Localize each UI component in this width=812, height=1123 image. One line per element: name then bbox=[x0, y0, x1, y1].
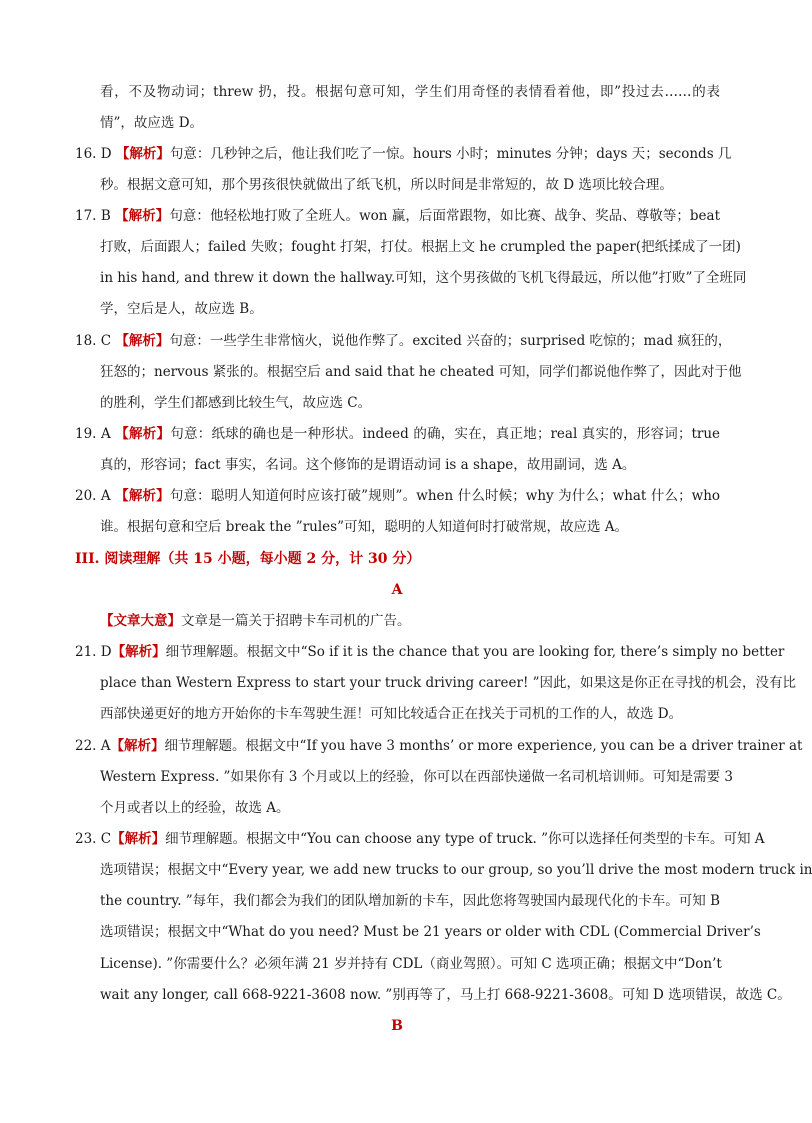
q19-text-1: 句意：纸球的确也是一种形状。indeed 的确，实在，真正地；real 真实的，形容词；true bbox=[170, 426, 721, 442]
q22-line-3: 个月或者以上的经验，故选 A。 bbox=[100, 800, 290, 816]
q21-line-2: place than Western Express to start your truck driving career! ”因此，如果这是你正在寻找的机会，没有比 bbox=[100, 675, 797, 691]
q17-number: 17. B bbox=[75, 208, 111, 224]
q16-line-2: 秒。根据文意可知，那个男孩很快就做出了纸飞机，所以时间是非常短的，故 D 选项比较合理。 bbox=[100, 177, 673, 193]
q18-line-3: 的胜利，学生们都感到比较生气，故应选 C。 bbox=[100, 395, 372, 411]
section-heading: III. 阅读理解（共 15 小题，每小题 2 分，计 30 分） bbox=[75, 551, 421, 567]
q17-line-1 bbox=[75, 206, 720, 226]
q16-line-1 bbox=[75, 144, 732, 164]
q22-text-1: 细节理解题。根据文中“If you have 3 months’ or more experience, you can be a driver trainer at bbox=[164, 738, 803, 754]
q19-line-2: 真的，形容词；fact 事实，名词。这个修饰的是谓语动词 is a shape，故用副词，选 A。 bbox=[100, 457, 636, 473]
q19-line-1 bbox=[75, 424, 720, 444]
summary-text: 文章是一篇关于招聘卡车司机的广告。 bbox=[181, 613, 411, 629]
q20-analysis-tag: 【解析】 bbox=[115, 488, 170, 504]
q20-text-1: 句意：聪明人知道何时应该打破”规则”。when 什么时候；why 为什么；what 什么；who bbox=[169, 488, 721, 504]
q19-number: 19. A bbox=[75, 426, 111, 442]
q17-line-4: 学，空后是人，故应选 B。 bbox=[100, 301, 263, 317]
q20-line-2: 谁。根据句意和空后 break the ”rules”可知，聪明的人知道何时打破常规，故应选 A。 bbox=[100, 519, 629, 535]
q16-text-1: 句意：几秒钟之后，他让我们吃了一惊。hours 小时；minutes 分钟；days 天；seconds 几 bbox=[169, 146, 732, 162]
q22-analysis-tag: 【解析】 bbox=[110, 738, 165, 754]
q23-line-1 bbox=[75, 829, 765, 849]
q23-line-5: License). ”你需要什么？必须年满 21 岁并持有 CDL（商业驾照）。可知 C 选项正确；根据文中“Don’t bbox=[100, 956, 722, 972]
q18-number: 18. C bbox=[75, 333, 112, 349]
q21-text-1: 细节理解题。根据文中“So if it is the chance that you are looking for, there’s simply no better bbox=[165, 644, 785, 660]
q18-analysis-tag: 【解析】 bbox=[115, 333, 170, 349]
q18-line-1 bbox=[75, 331, 732, 351]
q19-analysis-tag: 【解析】 bbox=[115, 426, 171, 442]
q17-text-1: 句意：他轻松地打败了全班人。won 赢，后面常跟物，如比赛、战争、奖品、尊敬等；beat bbox=[169, 208, 721, 224]
q20-number: 20. A bbox=[75, 488, 111, 504]
q16-analysis-tag: 【解析】 bbox=[115, 146, 170, 162]
q23-line-6: wait any longer, call 668-9221-3608 now. ”别再等了，马上打 668-9221-3608。可知 D 选项错误，故选 C。 bbox=[100, 987, 791, 1003]
q23-analysis-tag: 【解析】 bbox=[111, 831, 166, 847]
q22-number: 22. A bbox=[75, 738, 111, 754]
q16-number: 16. D bbox=[75, 146, 112, 162]
q15-line-2: 情”，故应选 D。 bbox=[100, 115, 204, 131]
q23-line-4: 选项错误；根据文中“What do you need? Must be 21 years or older with CDL (Commercial Driver’s bbox=[100, 924, 761, 940]
passage-a-label: A bbox=[391, 582, 403, 598]
q22-line-2: Western Express. ”如果你有 3 个月或以上的经验，你可以在西部快递做一名司机培训师。可知是需要 3 bbox=[100, 769, 733, 785]
q20-line-1 bbox=[75, 486, 720, 506]
q23-text-1: 细节理解题。根据文中“You can choose any type of truck. ”你可以选择任何类型的卡车。可知 A bbox=[165, 831, 765, 847]
q23-line-3: the country. ”每年，我们都会为我们的团队增加新的卡车，因此您将驾驶国内最现代化的卡车。可知 B bbox=[100, 893, 720, 909]
summary-tag: 【文章大意】 bbox=[100, 613, 181, 629]
q17-line-3: in his hand, and threw it down the hallway.可知，这个男孩做的飞机飞得最远，所以他”打败”了全班同 bbox=[100, 270, 747, 286]
q21-number: 21. D bbox=[75, 644, 112, 660]
q17-line-2: 打败，后面跟人；failed 失败；fought 打架，打仗。根据上文 he crumpled the paper(把纸揉成了一团) bbox=[100, 239, 741, 255]
passage-b-label: B bbox=[391, 1018, 403, 1034]
q18-text-1: 句意：一些学生非常恼火，说他作弊了。excited 兴奋的；surprised 吃惊的；mad 疯狂的， bbox=[169, 333, 732, 349]
q17-analysis-tag: 【解析】 bbox=[115, 208, 170, 224]
summary-line bbox=[100, 611, 720, 631]
q15-line-1: 看，不及物动词；threw 扔，投。根据句意可知，学生们用奇怪的表情看着他，即”投过去……的表 bbox=[100, 84, 720, 100]
q22-line-1 bbox=[75, 736, 803, 756]
q21-line-1 bbox=[75, 642, 785, 662]
q21-analysis-tag: 【解析】 bbox=[111, 644, 166, 660]
q23-line-2: 选项错误；根据文中“Every year, we add new trucks to our group, so you’ll drive the most modern truck in bbox=[100, 862, 812, 878]
q21-line-3: 西部快递更好的地方开始你的卡车驾驶生涯！可知比较适合正在找关于司机的工作的人，故选 D。 bbox=[100, 706, 683, 722]
q23-number: 23. C bbox=[75, 831, 112, 847]
q18-line-2: 狂怒的；nervous 紧张的。根据空后 and said that he cheated 可知，同学们都说他作弊了，因此对于他 bbox=[100, 364, 742, 380]
